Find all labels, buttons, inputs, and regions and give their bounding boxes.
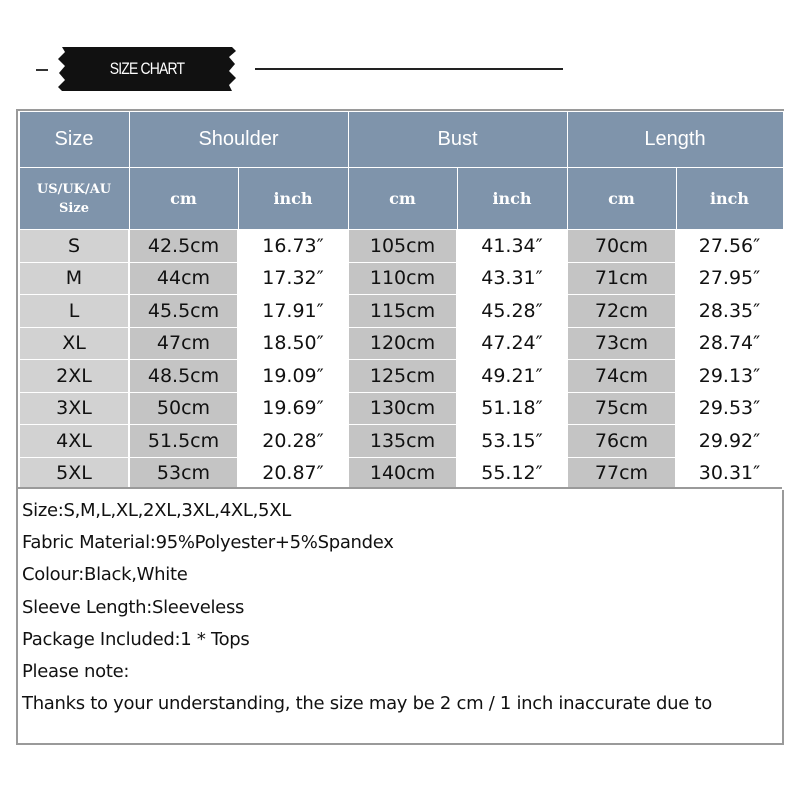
shoulder-cm-cell: 53cm [129, 457, 238, 490]
table-row [19, 360, 783, 393]
size-cell: 5XL [19, 457, 129, 490]
shoulder-cm-cell: 50cm [129, 392, 238, 425]
note-sizes: Size:S,M,L,XL,2XL,3XL,4XL,5XL [22, 500, 291, 521]
length-cm-cell: 75cm [567, 392, 676, 425]
size-chart-frame [16, 109, 784, 745]
bust-cm-cell: 135cm [348, 425, 457, 458]
note-colour: Colour:Black,White [22, 564, 188, 586]
header-region-label: US/UK/AU [36, 181, 112, 197]
bust-inch-cell: 55.12″ [457, 457, 567, 490]
bust-inch-cell: 41.34″ [457, 230, 567, 263]
size-cell: L [19, 295, 129, 328]
size-cell: S [19, 230, 129, 263]
length-cm-cell: 73cm [567, 327, 676, 360]
header-unit-length-cm: cm [567, 168, 676, 230]
header-row-units [19, 168, 783, 230]
header-size: Size [19, 112, 129, 168]
note-please-note: Please note: [22, 660, 130, 682]
length-inch-cell: 28.74″ [676, 327, 783, 360]
bust-inch-cell: 53.15″ [457, 425, 567, 458]
bust-cm-cell: 110cm [348, 262, 457, 295]
size-cell: XL [19, 327, 129, 360]
header-region-size [19, 168, 129, 230]
bust-inch-cell: 47.24″ [457, 327, 567, 360]
size-cell: M [19, 262, 129, 295]
length-inch-cell: 29.53″ [676, 392, 783, 425]
shoulder-inch-cell: 20.28″ [238, 425, 348, 458]
length-inch-cell: 29.13″ [676, 360, 783, 393]
length-cm-cell: 74cm [567, 360, 676, 393]
bust-cm-cell: 130cm [348, 392, 457, 425]
banner-left-dash [36, 69, 48, 71]
bust-inch-cell: 45.28″ [457, 295, 567, 328]
note-disclaimer: Thanks to your understanding, the size may be 2 cm / 1 inch inaccurate due to [22, 693, 712, 715]
note-sleeve: Sleeve Length:Sleeveless [22, 596, 245, 618]
product-notes [18, 487, 782, 743]
header-unit-bust-cm: cm [348, 168, 457, 230]
table-row [19, 230, 783, 263]
size-cell: 4XL [19, 425, 129, 458]
length-inch-cell: 27.56″ [676, 230, 783, 263]
table-row [19, 425, 783, 458]
shoulder-inch-cell: 19.69″ [238, 392, 348, 425]
bust-cm-cell: 125cm [348, 360, 457, 393]
header-unit-bust-inch: inch [457, 168, 567, 230]
shoulder-inch-cell: 18.50″ [238, 327, 348, 360]
header-region-size-label: Size [59, 200, 89, 216]
length-inch-cell: 30.31″ [676, 457, 783, 490]
shoulder-cm-cell: 47cm [129, 327, 238, 360]
table-row [19, 457, 783, 490]
shoulder-inch-cell: 20.87″ [238, 457, 348, 490]
shoulder-cm-cell: 42.5cm [129, 230, 238, 263]
note-fabric: Fabric Material:95%Polyester+5%Spandex [22, 532, 394, 554]
bust-inch-cell: 43.31″ [457, 262, 567, 295]
header-bust: Bust [348, 112, 567, 168]
size-table [18, 111, 784, 490]
table-row [19, 295, 783, 328]
length-cm-cell: 72cm [567, 295, 676, 328]
header-unit-length-inch: inch [676, 168, 783, 230]
length-cm-cell: 71cm [567, 262, 676, 295]
shoulder-cm-cell: 45.5cm [129, 295, 238, 328]
header-shoulder: Shoulder [129, 112, 348, 168]
banner-title: SIZE CHART [109, 59, 185, 78]
length-inch-cell: 29.92″ [676, 425, 783, 458]
bust-cm-cell: 120cm [348, 327, 457, 360]
table-row [19, 392, 783, 425]
length-cm-cell: 70cm [567, 230, 676, 263]
shoulder-inch-cell: 16.73″ [238, 230, 348, 263]
size-cell: 2XL [19, 360, 129, 393]
header-unit-shoulder-inch: inch [238, 168, 348, 230]
bust-inch-cell: 49.21″ [457, 360, 567, 393]
table-row [19, 262, 783, 295]
shoulder-inch-cell: 17.32″ [238, 262, 348, 295]
bust-cm-cell: 140cm [348, 457, 457, 490]
shoulder-cm-cell: 48.5cm [129, 360, 238, 393]
bust-cm-cell: 105cm [348, 230, 457, 263]
shoulder-cm-cell: 44cm [129, 262, 238, 295]
table-row [19, 327, 783, 360]
length-inch-cell: 28.35″ [676, 295, 783, 328]
banner-right-line [255, 68, 563, 70]
shoulder-inch-cell: 17.91″ [238, 295, 348, 328]
shoulder-cm-cell: 51.5cm [129, 425, 238, 458]
note-package: Package Included:1 * Tops [22, 628, 250, 650]
length-cm-cell: 76cm [567, 425, 676, 458]
length-inch-cell: 27.95″ [676, 262, 783, 295]
bust-cm-cell: 115cm [348, 295, 457, 328]
size-chart-banner [0, 0, 800, 100]
bust-inch-cell: 51.18″ [457, 392, 567, 425]
length-cm-cell: 77cm [567, 457, 676, 490]
size-cell: 3XL [19, 392, 129, 425]
header-row-groups [19, 112, 783, 168]
header-unit-shoulder-cm: cm [129, 168, 238, 230]
shoulder-inch-cell: 19.09″ [238, 360, 348, 393]
header-length: Length [567, 112, 783, 168]
